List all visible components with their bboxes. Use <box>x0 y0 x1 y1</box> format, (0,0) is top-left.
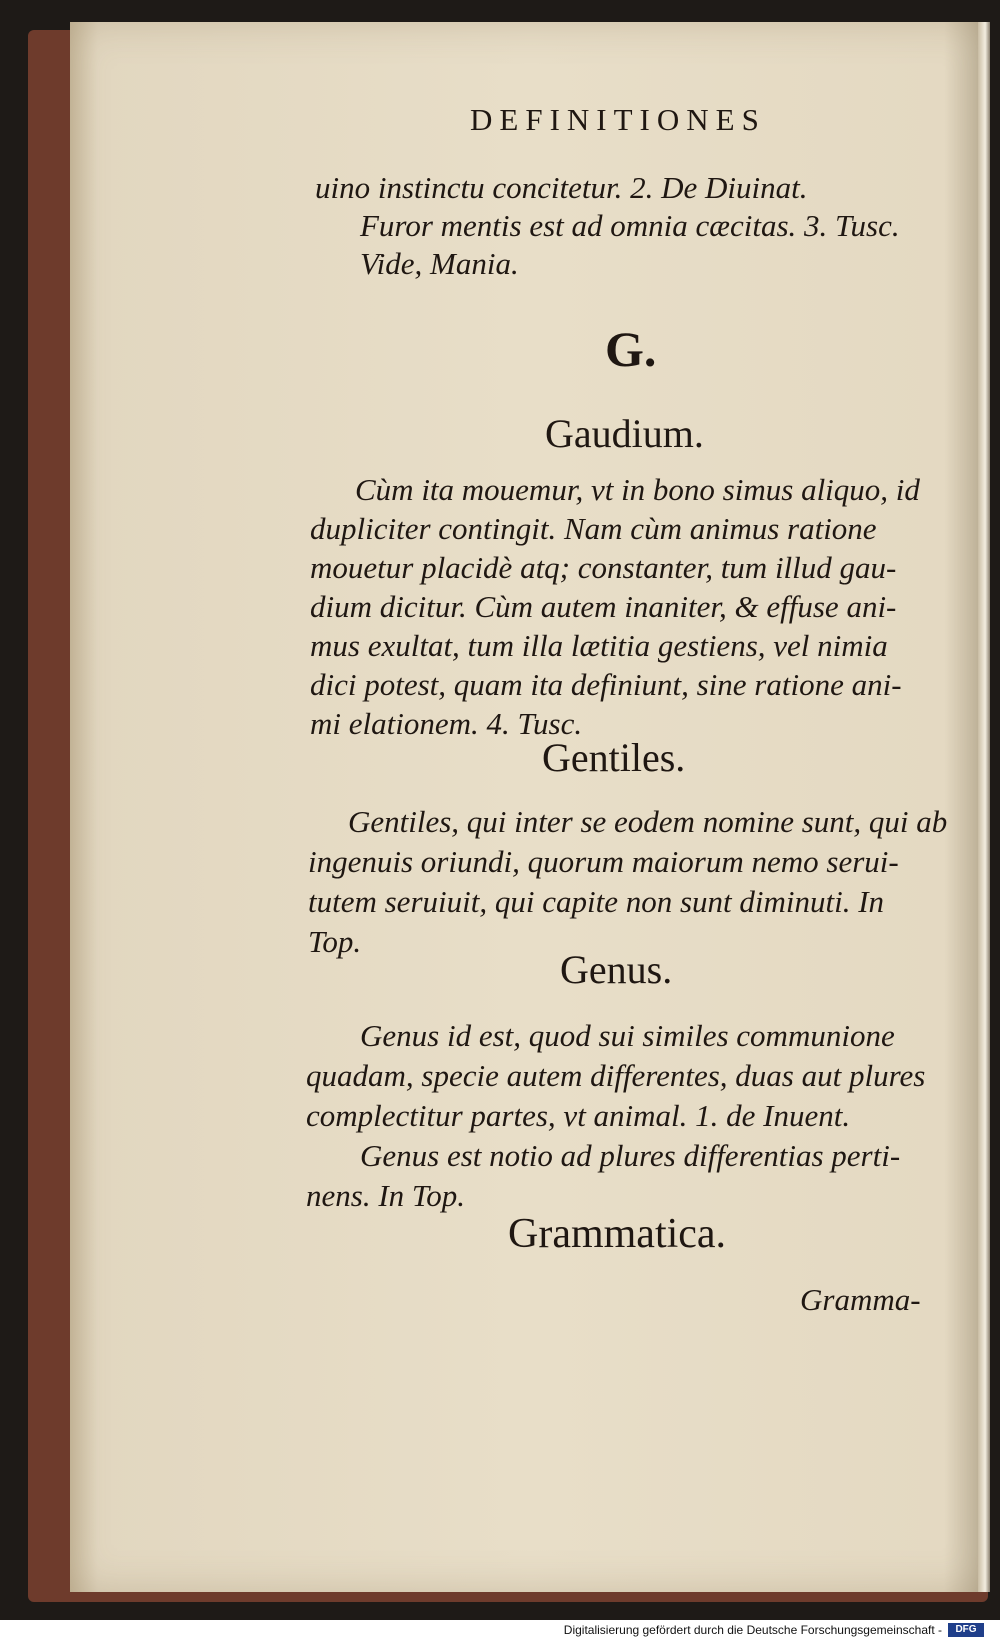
page-edge <box>978 22 990 1592</box>
text-line: quadam, specie autem differentes, duas aut plures <box>306 1058 926 1093</box>
text-line: Gentiles, qui inter se eodem nomine sunt, qui ab <box>348 804 948 839</box>
text-line: mus exultat, tum illa lætitia gestiens, vel nimia <box>310 628 888 663</box>
running-head: DEFINITIONES <box>470 102 766 137</box>
text-line: dium dicitur. Cùm autem inaniter, & effuse ani- <box>310 589 897 624</box>
text-line: Genus id est, quod sui similes communione <box>360 1018 895 1053</box>
text-line: mouetur placidè atq; constanter, tum illud gau- <box>310 550 897 585</box>
text-line: complectitur partes, vt animal. 1. de Inuent. <box>306 1098 851 1133</box>
text-line: Furor mentis est ad omnia cæcitas. 3. Tusc. <box>360 208 900 243</box>
funding-notice: Digitalisierung gefördert durch die Deutsche Forschungsgemeinschaft - <box>563 1623 942 1637</box>
text-line: dupliciter contingit. Nam cùm animus ratione <box>310 511 877 546</box>
catchword: Gramma- <box>800 1282 921 1317</box>
footer-bar <box>0 1620 1000 1642</box>
text-line: Cùm ita mouemur, vt in bono simus aliquo, id <box>355 472 920 507</box>
section-letter: G. <box>605 321 657 377</box>
text-line: tutem seruiuit, qui capite non sunt diminuti. In <box>308 884 885 919</box>
headword: Gaudium. <box>545 411 704 456</box>
text-line: mi elationem. 4. Tusc. <box>310 706 583 741</box>
headword: Gentiles. <box>542 735 686 780</box>
text-line: dici potest, quam ita definiunt, sine ratione ani- <box>310 667 902 702</box>
text-line: Top. <box>308 924 362 959</box>
text-line: nens. In Top. <box>306 1178 466 1213</box>
text-line: Vide, Mania. <box>360 246 519 281</box>
text-line: ingenuis oriundi, quorum maiorum nemo serui- <box>308 844 899 879</box>
text-line: Genus est notio ad plures differentias perti- <box>360 1138 901 1173</box>
headword: Grammatica. <box>508 1211 727 1257</box>
dfg-logo: DFG <box>948 1623 984 1637</box>
book-page <box>70 22 990 1592</box>
headword: Genus. <box>560 947 673 992</box>
text-line: uino instinctu concitetur. 2. De Diuinat. <box>315 170 808 205</box>
